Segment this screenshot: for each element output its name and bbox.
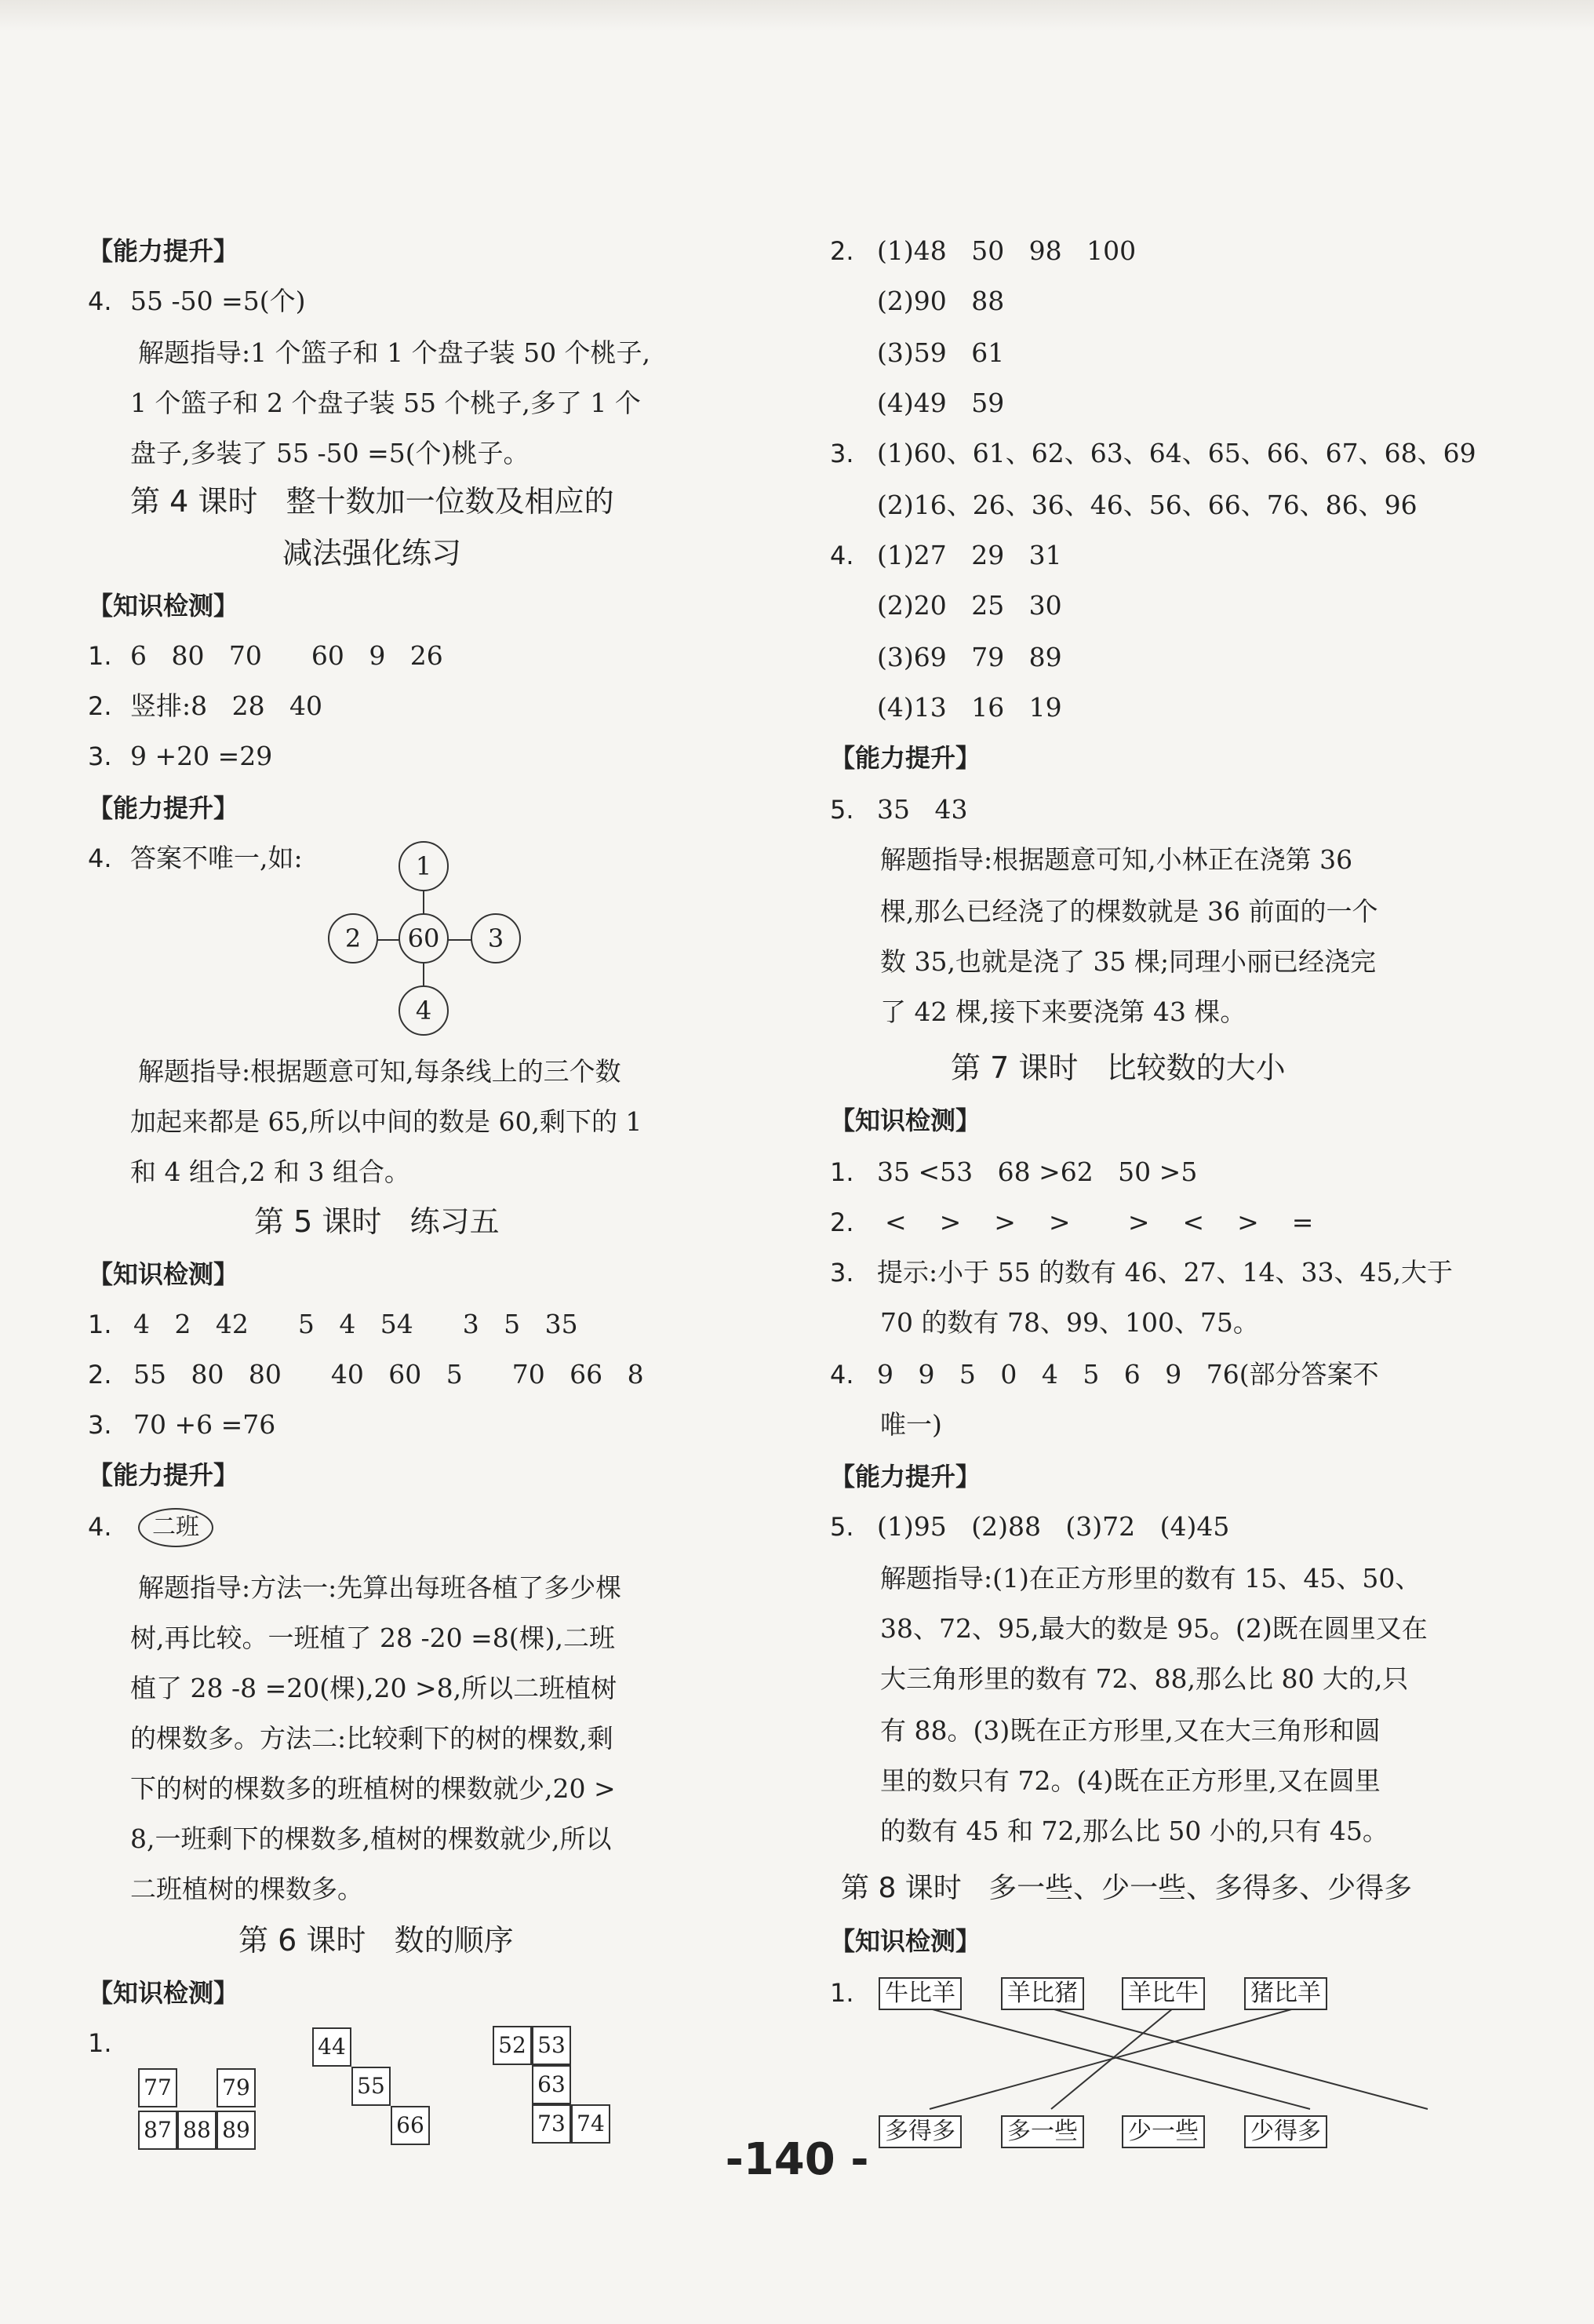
question-number: 3. — [830, 439, 854, 468]
question-number: 4. — [88, 1512, 112, 1542]
lesson-title: 第 7 课时 比较数的大小 — [951, 1051, 1286, 1085]
hint-line: 下的树的棵数多的班植树的棵数就少,20 > — [130, 1773, 616, 1804]
answer-line: 35 <53 68 >62 50 >5 — [877, 1157, 1198, 1187]
lesson-title: 第 5 课时 练习五 — [254, 1204, 500, 1239]
answer-line: (2)16、26、36、46、56、66、76、86、96 — [877, 490, 1417, 520]
question-number: 2. — [88, 691, 112, 721]
match-top-box: 羊比猪 — [1001, 1977, 1084, 2010]
answer-line: 9 +20 =29 — [130, 741, 273, 771]
diagram-circle-top: 1 — [398, 841, 449, 891]
answer-line: (3)69 79 89 — [877, 642, 1062, 672]
hint-line: 解题指导:根据题意可知,每条线上的三个数 — [138, 1056, 621, 1087]
hint-line: 数 35,也就是浇了 35 棵;同理小丽已经浇完 — [880, 946, 1377, 977]
diagram-circle-bottom: 4 — [398, 985, 449, 1036]
grid-cell: 44 — [312, 2027, 351, 2067]
question-number: 4. — [88, 843, 112, 873]
question-number: 4. — [830, 1360, 854, 1390]
answer-line: 70 +6 =76 — [133, 1409, 276, 1440]
question-number: 3. — [830, 1258, 854, 1288]
answer-line: (2)20 25 30 — [877, 590, 1062, 621]
hint-line: 1 个篮子和 2 个盘子装 55 个桃子,多了 1 个 — [130, 388, 641, 418]
match-top-box: 牛比羊 — [879, 1977, 962, 2010]
hint-line: 里的数只有 72。(4)既在正方形里,又在圆里 — [880, 1765, 1381, 1796]
grid-cell: 77 — [138, 2068, 177, 2107]
match-top-box: 猪比羊 — [1244, 1977, 1327, 2010]
answer-line: 9 9 5 0 4 5 6 9 76(部分答案不 — [877, 1359, 1379, 1390]
answer-line: (1)60、61、62、63、64、65、66、67、68、69 — [877, 438, 1476, 468]
question-number: 1. — [830, 1157, 854, 1187]
hint-line: 了 42 棵,接下来要浇第 43 棵。 — [880, 996, 1246, 1027]
section-header: 【知识检测】 — [830, 1926, 981, 1956]
grid-cell: 89 — [217, 2111, 256, 2150]
matching-lines — [871, 2009, 1483, 2126]
hint-line: 解题指导:方法一:先算出每班各植了多少棵 — [138, 1572, 622, 1603]
grid-cell: 52 — [493, 2026, 532, 2065]
section-header: 【知识检测】 — [88, 1978, 239, 2008]
hint-line: 二班植树的棵数多。 — [130, 1874, 363, 1904]
lesson-title-cont: 减法强化练习 — [282, 536, 462, 570]
answer-line: (2)90 88 — [877, 286, 1005, 316]
section-header: 【能力提升】 — [88, 793, 239, 823]
question-number: 4. — [830, 541, 854, 570]
answer-line: 70 的数有 78、99、100、75。 — [880, 1307, 1259, 1338]
answer-line: (4)49 59 — [877, 388, 1005, 418]
lesson-title: 第 6 课时 数的顺序 — [238, 1923, 514, 1958]
grid-cell: 55 — [351, 2067, 391, 2106]
question-number: 2. — [830, 1208, 854, 1237]
answer-line: 唯一) — [880, 1409, 942, 1440]
section-header: 【能力提升】 — [830, 1462, 981, 1492]
hint-line: 大三角形里的数有 72、88,那么比 80 大的,只 — [880, 1663, 1409, 1694]
hint-line: 加起来都是 65,所以中间的数是 60,剩下的 1 — [130, 1106, 642, 1137]
question-number: 1. — [88, 2028, 112, 2058]
match-bottom-box: 多得多 — [879, 2115, 962, 2148]
answer-line: (1)27 29 31 — [877, 540, 1062, 570]
section-header: 【能力提升】 — [88, 1460, 239, 1490]
answer-line: 55 -50 =5(个) — [130, 286, 306, 316]
hint-line: 的数有 45 和 72,那么比 50 小的,只有 45。 — [880, 1816, 1388, 1846]
grid-cell: 79 — [217, 2068, 256, 2107]
section-header: 【知识检测】 — [88, 591, 239, 621]
question-number: 3. — [88, 1410, 112, 1440]
answer-line: 6 80 70 60 9 26 — [130, 640, 443, 671]
hint-line: 解题指导:1 个篮子和 1 个盘子装 50 个桃子, — [138, 337, 651, 368]
hint-line: 和 4 组合,2 和 3 组合。 — [130, 1157, 410, 1187]
answer-line: 35 43 — [877, 794, 968, 825]
hint-line: 的棵数多。方法二:比较剩下的树的棵数,剩 — [130, 1723, 613, 1754]
section-header: 【能力提升】 — [88, 236, 239, 266]
match-bottom-box: 多一些 — [1001, 2115, 1084, 2148]
match-top-box: 羊比牛 — [1122, 1977, 1205, 2010]
match-bottom-box: 少一些 — [1122, 2115, 1205, 2148]
match-bottom-box: 少得多 — [1244, 2115, 1327, 2148]
grid-cell: 88 — [177, 2111, 217, 2150]
section-header: 【能力提升】 — [830, 743, 981, 773]
answer-line: 55 80 80 40 60 5 70 66 8 — [133, 1359, 644, 1390]
answer-line: (1)95 (2)88 (3)72 (4)45 — [877, 1511, 1230, 1542]
section-header: 【知识检测】 — [88, 1259, 239, 1289]
question-number: 2. — [830, 236, 854, 266]
page-top-edge — [0, 0, 1594, 31]
diagram-circle-center: 60 — [398, 913, 449, 963]
hint-line: 盘子,多装了 55 -50 =5(个)桃子。 — [130, 438, 530, 468]
answer-line: (4)13 16 19 — [877, 692, 1062, 723]
answer-line: < > > > > < > = — [885, 1207, 1314, 1237]
hint-line: 棵,那么已经浇了的棵数就是 36 前面的一个 — [880, 896, 1378, 927]
page-number: -140 - — [725, 2134, 869, 2185]
circled-answer: 二班 — [138, 1508, 213, 1547]
question-number: 1. — [88, 641, 112, 671]
answer-line: (1)48 50 98 100 — [877, 235, 1137, 266]
hint-line: 解题指导:(1)在正方形里的数有 15、45、50、 — [880, 1563, 1421, 1594]
answer-line: 竖排:8 28 40 — [130, 690, 323, 721]
question-number: 4. — [88, 286, 112, 316]
lesson-title: 第 8 课时 多一些、少一些、多得多、少得多 — [841, 1872, 1413, 1904]
grid-cell: 63 — [532, 2065, 571, 2104]
lesson-title: 第 4 课时 整十数加一位数及相应的 — [130, 484, 614, 519]
question-number: 5. — [830, 1512, 854, 1542]
grid-cell: 66 — [391, 2106, 430, 2145]
hint-line: 38、72、95,最大的数是 95。(2)既在圆里又在 — [880, 1613, 1428, 1644]
diagram-circle-right: 3 — [471, 913, 521, 963]
hint-line: 解题指导:根据题意可知,小林正在浇第 36 — [880, 844, 1353, 875]
question-number: 2. — [88, 1360, 112, 1390]
question-number: 1. — [88, 1310, 112, 1339]
grid-cell: 74 — [571, 2104, 610, 2144]
hint-line: 8,一班剩下的棵数多,植树的棵数就少,所以 — [130, 1823, 612, 1854]
grid-cell: 73 — [532, 2104, 571, 2144]
answer-line: 答案不唯一,如: — [130, 843, 303, 873]
hint-line: 有 88。(3)既在正方形里,又在大三角形和圆 — [880, 1715, 1381, 1746]
grid-cell: 53 — [532, 2026, 571, 2065]
diagram-circle-left: 2 — [328, 913, 378, 963]
grid-cell: 87 — [138, 2111, 177, 2150]
hint-line: 树,再比较。一班植了 28 -20 =8(棵),二班 — [130, 1623, 615, 1653]
answer-line: 4 2 42 5 4 54 3 5 35 — [133, 1309, 578, 1339]
section-header: 【知识检测】 — [830, 1106, 981, 1135]
hint-line: 植了 28 -8 =20(棵),20 >8,所以二班植树 — [130, 1673, 617, 1703]
question-number: 3. — [88, 741, 112, 771]
question-number: 1. — [830, 1978, 854, 2008]
answer-line: (3)59 61 — [877, 337, 1005, 368]
answer-line: 提示:小于 55 的数有 46、27、14、33、45,大于 — [877, 1257, 1454, 1288]
question-number: 5. — [830, 795, 854, 825]
